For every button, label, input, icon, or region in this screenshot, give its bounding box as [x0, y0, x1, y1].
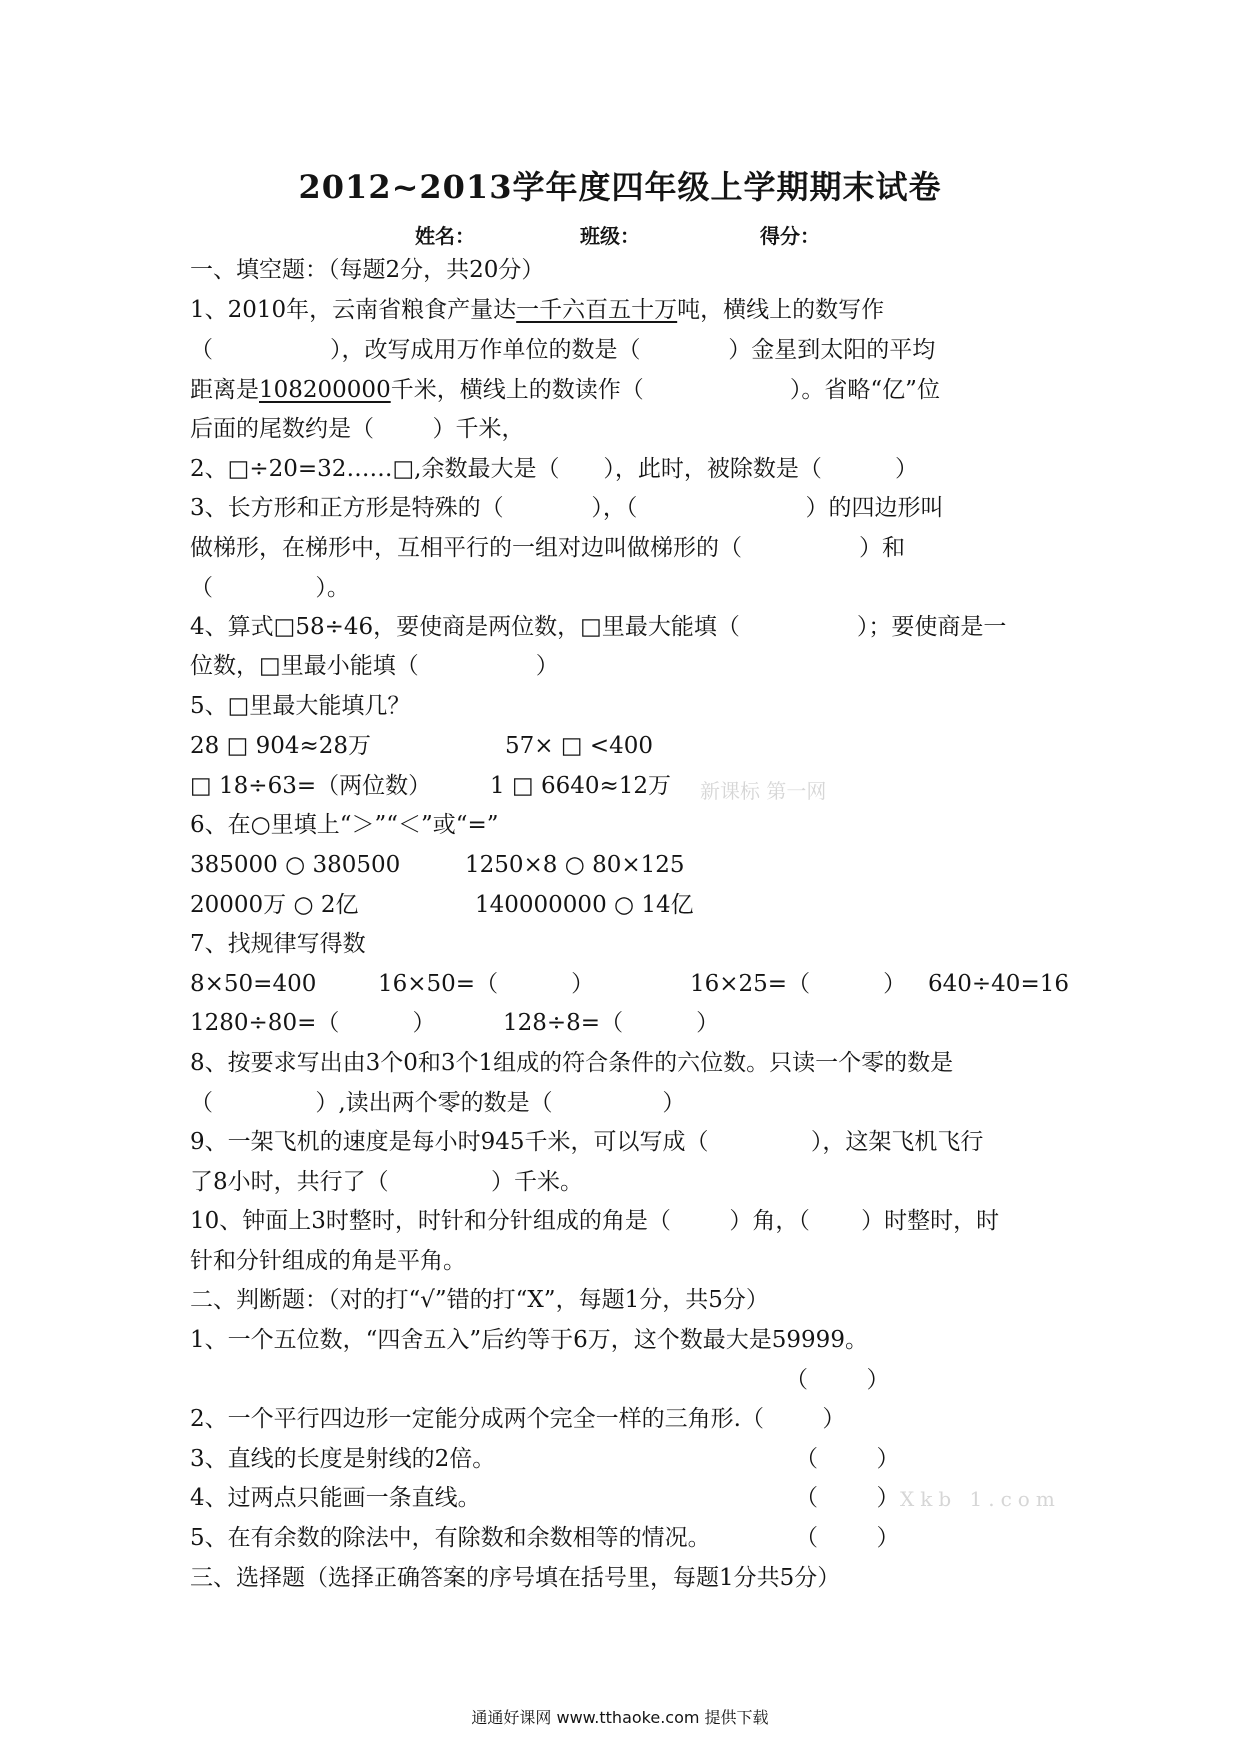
q5-item-d: 1 □ 6640≈12万: [490, 773, 672, 799]
q1-line2: （ ），改写成用万作单位的数是（ ）金星到太阳的平均: [190, 337, 936, 363]
judge-q5-paren: （ ）: [795, 1525, 900, 1551]
q7-item-c: 16×25=（ ）: [690, 971, 907, 997]
underlined-distance: 108200000: [259, 377, 391, 403]
section2-heading: 二、判断题：（对的打“√”错的打“X”，每题1分，共5分）: [190, 1287, 769, 1313]
underlined-number-words: 一千六百五十万: [516, 297, 678, 323]
q7-item-d: 640÷40=16: [928, 971, 1069, 997]
watermark-xinkebiao: 新课标 第一网: [700, 779, 827, 803]
judge-q1-paren: （ ）: [785, 1367, 890, 1393]
judge-q1: 1、一个五位数，“四舍五入”后约等于6万，这个数最大是59999。: [190, 1327, 868, 1353]
judge-q3: 3、直线的长度是射线的2倍。: [190, 1446, 496, 1472]
q3-line2: 做梯形，在梯形中，互相平行的一组对边叫做梯形的（ ）和: [190, 535, 905, 561]
q6-item-a: 385000 ○ 380500: [190, 852, 401, 878]
page-title: 2012~2013学年度四年级上学期期末试卷: [298, 168, 942, 206]
judge-q4-paren: （ ）: [795, 1485, 900, 1511]
q8-line1: 8、按要求写出由3个0和3个1组成的符合条件的六位数。只读一个零的数是: [190, 1050, 954, 1076]
judge-q5: 5、在有余数的除法中，有除数和余数相等的情况。: [190, 1525, 711, 1551]
q10-line2: 针和分针组成的角是平角。: [190, 1248, 466, 1274]
q9-line1: 9、一架飞机的速度是每小时945千米，可以写成（ ），这架飞机飞行: [190, 1129, 984, 1155]
q7-item-f: 128÷8=（ ）: [503, 1010, 720, 1036]
q3-line3: （ ）。: [190, 575, 350, 601]
q6-item-c: 20000万 ○ 2亿: [190, 892, 359, 918]
q5-item-a: 28 □ 904≈28万: [190, 733, 372, 759]
judge-q4: 4、过两点只能画一条直线。: [190, 1485, 481, 1511]
q1-line1: 1、2010年，云南省粮食产量达一千六百五十万吨，横线上的数写作: [190, 297, 885, 323]
judge-q3-paren: （ ）: [795, 1446, 900, 1472]
q7-item-a: 8×50=400: [190, 971, 317, 997]
score-field-label: 得分：: [760, 224, 820, 248]
judge-q2: 2、一个平行四边形一定能分成两个完全一样的三角形.（ ）: [190, 1406, 846, 1432]
q7-item-b: 16×50=（ ）: [378, 971, 595, 997]
q4-line2: 位数，□里最小能填（ ）: [190, 653, 559, 679]
class-field-label: 班级：: [580, 224, 640, 248]
q2-line: 2、□÷20=32……□,余数最大是（ ），此时，被除数是（ ）: [190, 456, 918, 482]
q9-line2: 了8小时，共行了（ ）千米。: [190, 1169, 583, 1195]
q10-line1: 10、钟面上3时整时，时针和分针组成的角是（ ）角，（ ）时整时，时: [190, 1208, 1000, 1234]
q3-line1: 3、长方形和正方形是特殊的（ ），（ ）的四边形叫: [190, 495, 944, 521]
q1-line3: 距离是108200000千米，横线上的数读作（ ）。省略“亿”位: [190, 377, 940, 403]
q6-item-b: 1250×8 ○ 80×125: [465, 852, 685, 878]
name-field-label: 姓名：: [415, 224, 475, 248]
q7-heading: 7、找规律写得数: [190, 931, 366, 957]
q1-line4: 后面的尾数约是（ ）千米，: [190, 416, 525, 442]
q5-item-c: □ 18÷63=（两位数）: [190, 773, 432, 799]
section1-heading: 一、填空题：（每题2分，共20分）: [190, 257, 545, 283]
q4-line1: 4、算式□58÷46，要使商是两位数，□里最大能填（ ）；要使商是一: [190, 614, 1007, 640]
q6-heading: 6、在○里填上“＞”“＜”或“=”: [190, 812, 499, 838]
q5-item-b: 57× □ <400: [505, 733, 654, 759]
q5-heading: 5、□里最大能填几？: [190, 693, 411, 719]
q7-item-e: 1280÷80=（ ）: [190, 1010, 436, 1036]
footer-credit: 通通好课网 www.tthaoke.com 提供下载: [471, 1708, 769, 1727]
section3-heading: 三、选择题（选择正确答案的序号填在括号里，每题1分共5分）: [190, 1565, 841, 1591]
q6-item-d: 140000000 ○ 14亿: [475, 892, 694, 918]
q8-line2: （ ）,读出两个零的数是（ ）: [190, 1090, 686, 1116]
watermark-xkb: Xkb 1.com: [900, 1487, 1061, 1511]
